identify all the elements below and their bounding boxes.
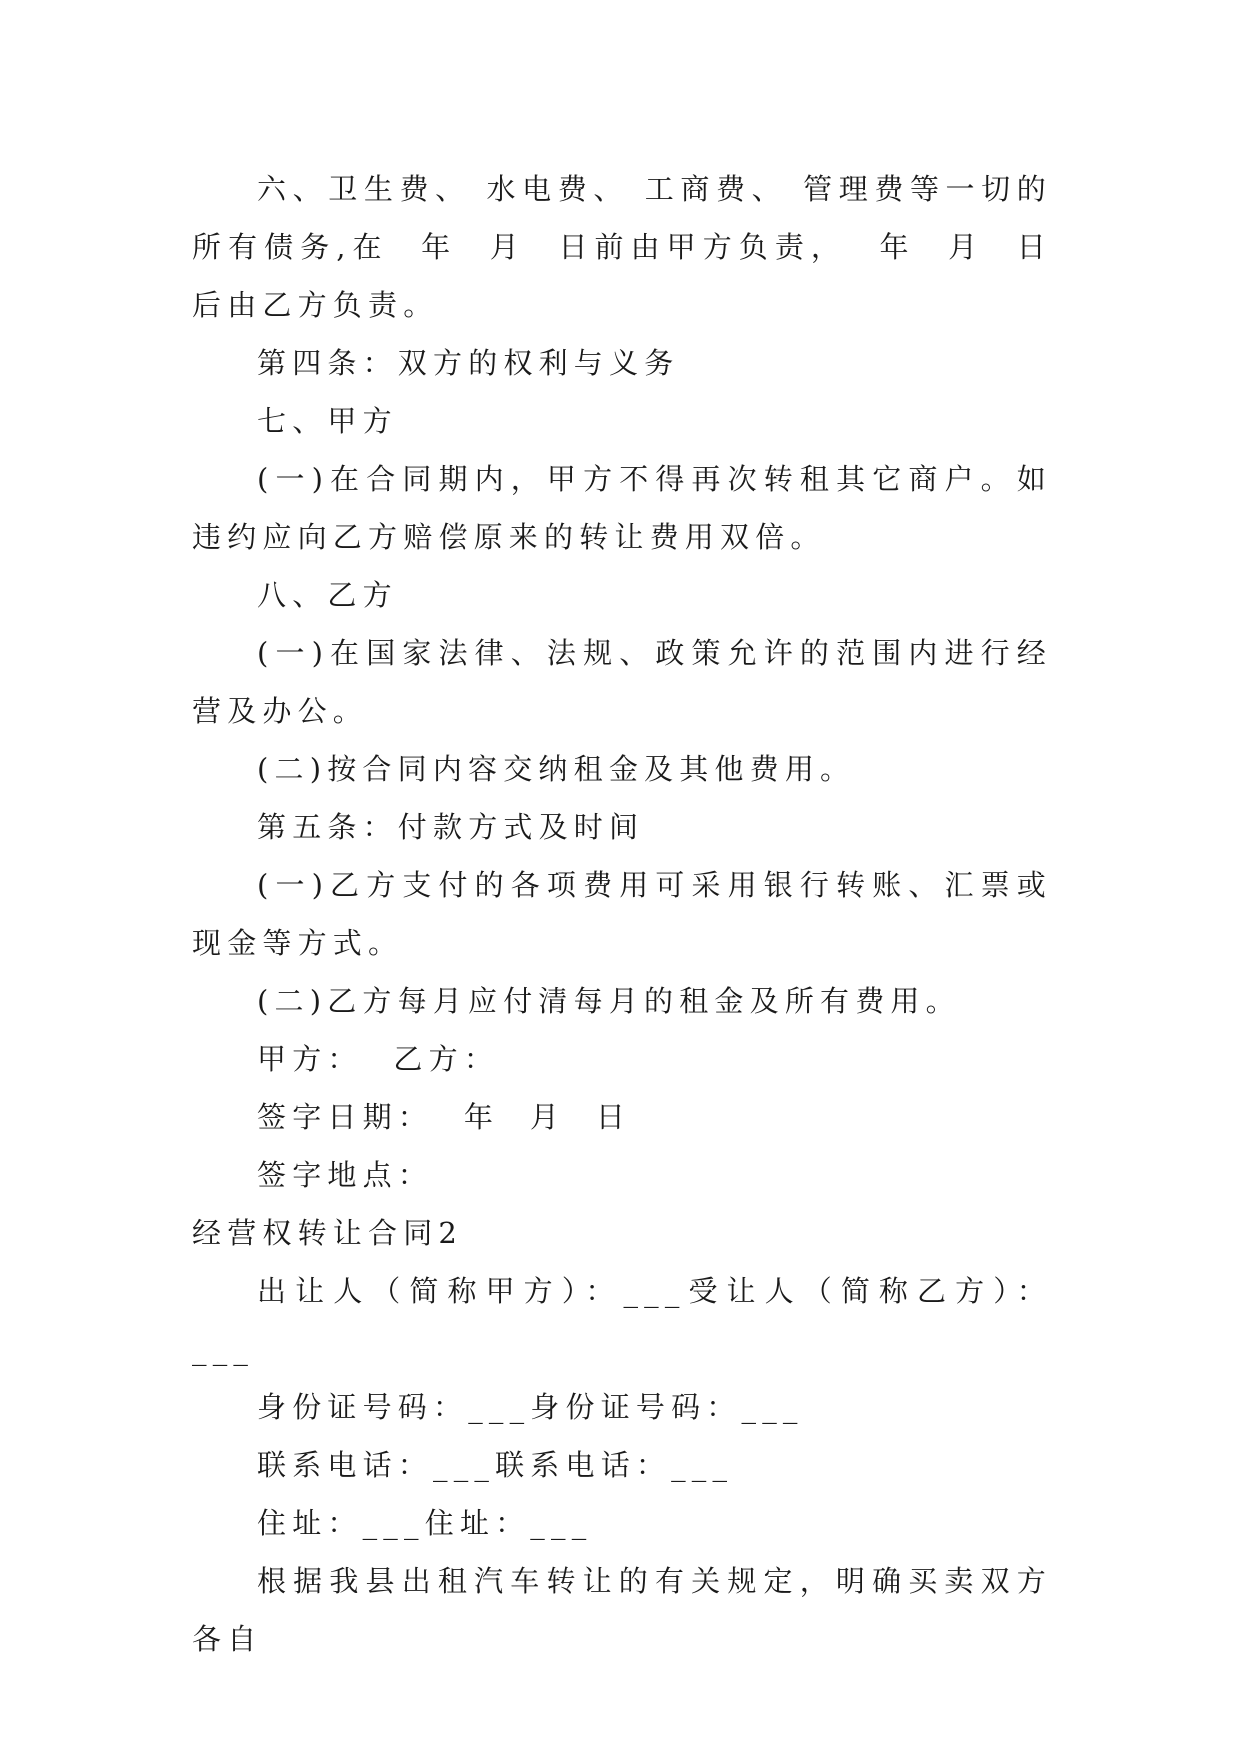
paragraph-payment-2: (二)乙方每月应付清每月的租金及所有费用。 [257, 984, 961, 1018]
field-id-numbers: 身份证号码：___身份证号码：___ [257, 1390, 804, 1424]
paragraph-regulations: 根据我县出租汽车转让的有关规定，明确买卖双方各自 [192, 1564, 1052, 1656]
heading-party-b: 八、乙方 [257, 578, 398, 612]
field-transferor-transferee: 出让人（简称甲方）：___受让人（简称乙方）：___ [192, 1274, 1052, 1366]
signature-parties: 甲方： 乙方： [257, 1042, 500, 1076]
heading-article-4: 第四条：双方的权利与义务 [257, 346, 680, 380]
heading-article-5: 第五条：付款方式及时间 [257, 810, 645, 844]
paragraph-debts: 六、卫生费、 水电费、 工商费、 管理费等一切的所有债务,在 年 月 日前由甲方负责， 年 月 日后由乙方负责。 [192, 172, 1052, 322]
field-addresses: 住址：___住址：___ [257, 1506, 593, 1540]
paragraph-payment-1: (一)乙方支付的各项费用可采用银行转账、汇票或现金等方式。 [192, 868, 1052, 960]
paragraph-party-b-2: (二)按合同内容交纳租金及其他费用。 [257, 752, 856, 786]
paragraph-party-b-1: (一)在国家法律、法规、政策允许的范围内进行经营及办公。 [192, 636, 1052, 728]
document-body [192, 160, 1052, 1668]
signature-date: 签字日期： 年 月 日 [257, 1100, 632, 1134]
field-phones: 联系电话：___联系电话：___ [257, 1448, 734, 1482]
heading-party-a: 七、甲方 [257, 404, 398, 438]
signature-place: 签字地点： [257, 1158, 434, 1192]
paragraph-party-a-1: (一)在合同期内，甲方不得再次转租其它商户。如违约应向乙方赔偿原来的转让费用双倍。 [192, 462, 1052, 554]
contract-2-title: 经营权转让合同2 [192, 1216, 464, 1250]
